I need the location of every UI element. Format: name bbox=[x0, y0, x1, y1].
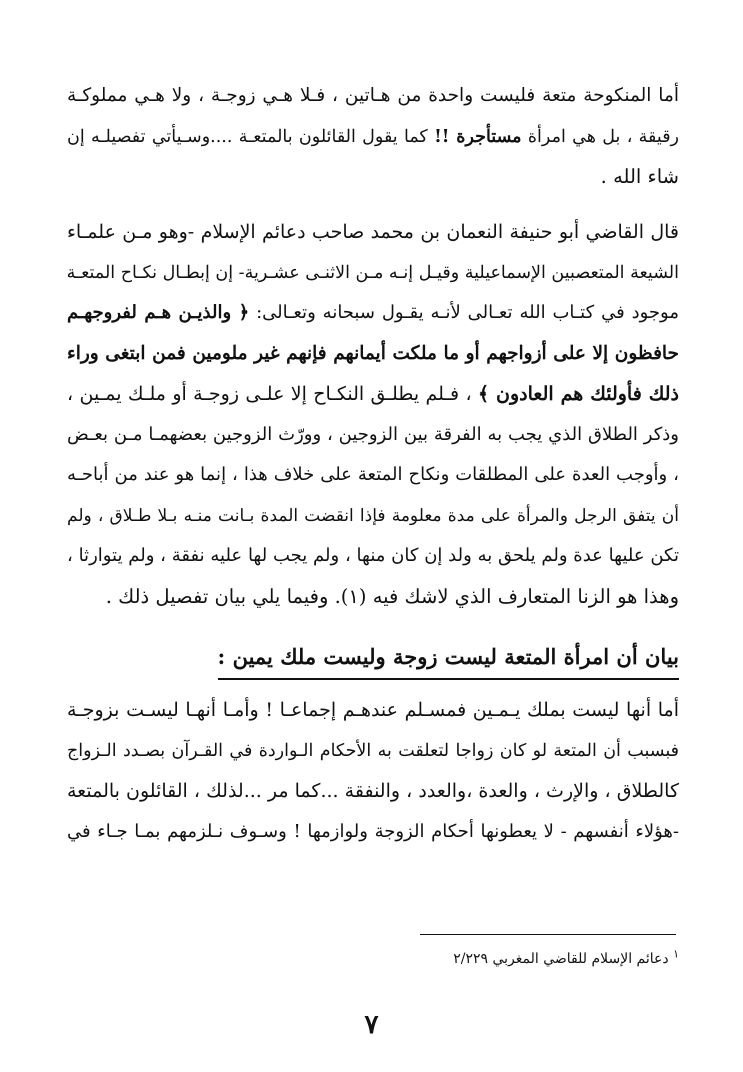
paragraph-1 bbox=[67, 76, 679, 198]
emphasis-verse-close: ذلك فأولئك هم العادون ﴾ bbox=[477, 383, 679, 405]
paragraph-2-line-2: الشيعة المتعصبين الإسماعيلية وقيـل إنـه مـن الاثنـى عشـرية- إن إبطـال نكـاح المتعـة bbox=[66, 262, 679, 283]
paragraph-3-line-4: -هؤلاء أنفسهم - لا يعطونها أحكام الزوجة ولوازمها ! وسـوف نـلزمهم بمـا جـاء في bbox=[67, 820, 679, 842]
section-heading: بيان أن امرأة المتعة ليست زوجة وليست ملك يمين : bbox=[218, 640, 679, 680]
footnote-marker: ١ bbox=[673, 947, 679, 961]
paragraph-2 bbox=[67, 212, 679, 617]
paragraph-2-line-3: موجود في كتـاب الله تعـالى لأنـه يقـول سبحانه وتعـالى: ﴿ والذيـن هـم لفروجهـم bbox=[67, 302, 679, 323]
paragraph-2-line-7: ، وأوجب العدة على المطلقات ونكاح المتعة على خلاف هذا ، إنما هو عند من أباحـه bbox=[67, 464, 679, 485]
paragraph-3-line-2: فبسبب أن المتعة لو كان زواجا لتعلقت به الأحكام الـواردة في القـرآن بصـدد الـزواج bbox=[67, 740, 679, 761]
paragraph-2-line-4-verse: حافظون إلا على أزواجهم أو ما ملكت أيمانهم فإنهم غير ملومين فمن ابتغى وراء bbox=[67, 342, 679, 364]
paragraph-3-line-3: كالطلاق ، والإرث ، والعدة ،والعدد ، والنفقة ...كما مر ...لذلك ، القائلون بالمتعة bbox=[67, 780, 679, 802]
page-number: ٧ bbox=[364, 1010, 379, 1040]
paragraph-1-line-2 bbox=[67, 117, 679, 158]
paragraph-3 bbox=[67, 690, 679, 852]
paragraph-2-line-9: تكن عليها عدة ولم يلحق به ولد إن كان منها ، ولم يجب لها عليه نفقة ، ولم يتوارثا ، bbox=[67, 545, 679, 566]
paragraph-2-line-6: وذكر الطلاق الذي يجب به الفرقة بين الزوجين ، وورّث الزوجين بعضهمـا مـن بعـض bbox=[67, 423, 679, 445]
footnote bbox=[453, 948, 679, 970]
paragraph-2-line-1: قال القاضي أبو حنيفة النعمان بن محمد صاحب دعائم الإسلام -وهو مـن علمـاء bbox=[67, 221, 679, 243]
paragraph-1-line-3: شاء الله . bbox=[600, 165, 679, 188]
paragraph-1-line-1: أما المنكوحة متعة فليست واحدة من هـاتين ، فـلا هـي زوجـة ، ولا هـي مملوكـة bbox=[67, 85, 679, 106]
paragraph-2-line-8: أن يتفق الرجل والمرأة على مدة معلومة فإذا انقضت المدة بـانت منـه بـلا طـلاق ، ولم bbox=[67, 505, 679, 526]
paragraph-2-line-10: وهذا هو الزنا المتعارف الذي لاشك فيه (١). وفيما يلي بيان تفصيل ذلك . bbox=[105, 584, 679, 608]
emphasis-mustajira: مستأجرة !! bbox=[434, 126, 522, 147]
paragraph-1-line-2-text: رقيقة ، بل هي امرأة مستأجرة !! كما يقول القائلون بالمتعـة ....وسـيأتي تفصيلـه إن bbox=[67, 126, 680, 147]
paragraph-3-line-1: أما أنها ليست بملك يـمـين فمسـلم عندهـم إجماعـا ! وأمـا أنهـا ليسـت بزوجـة bbox=[67, 699, 679, 721]
footnote-text: دعائم الإسلام للقاضي المغربي ٢/٢٢٩ bbox=[453, 951, 669, 967]
emphasis-verse-open: ﴿ والذيـن هـم لفروجهـم bbox=[67, 302, 250, 323]
paragraph-2-line-5: ذلك فأولئك هم العادون ﴾ ، فـلم يطلـق النكـاح إلا علـى زوجـة أو ملـك يمـين ، bbox=[67, 383, 679, 405]
footnote-separator bbox=[420, 934, 676, 935]
